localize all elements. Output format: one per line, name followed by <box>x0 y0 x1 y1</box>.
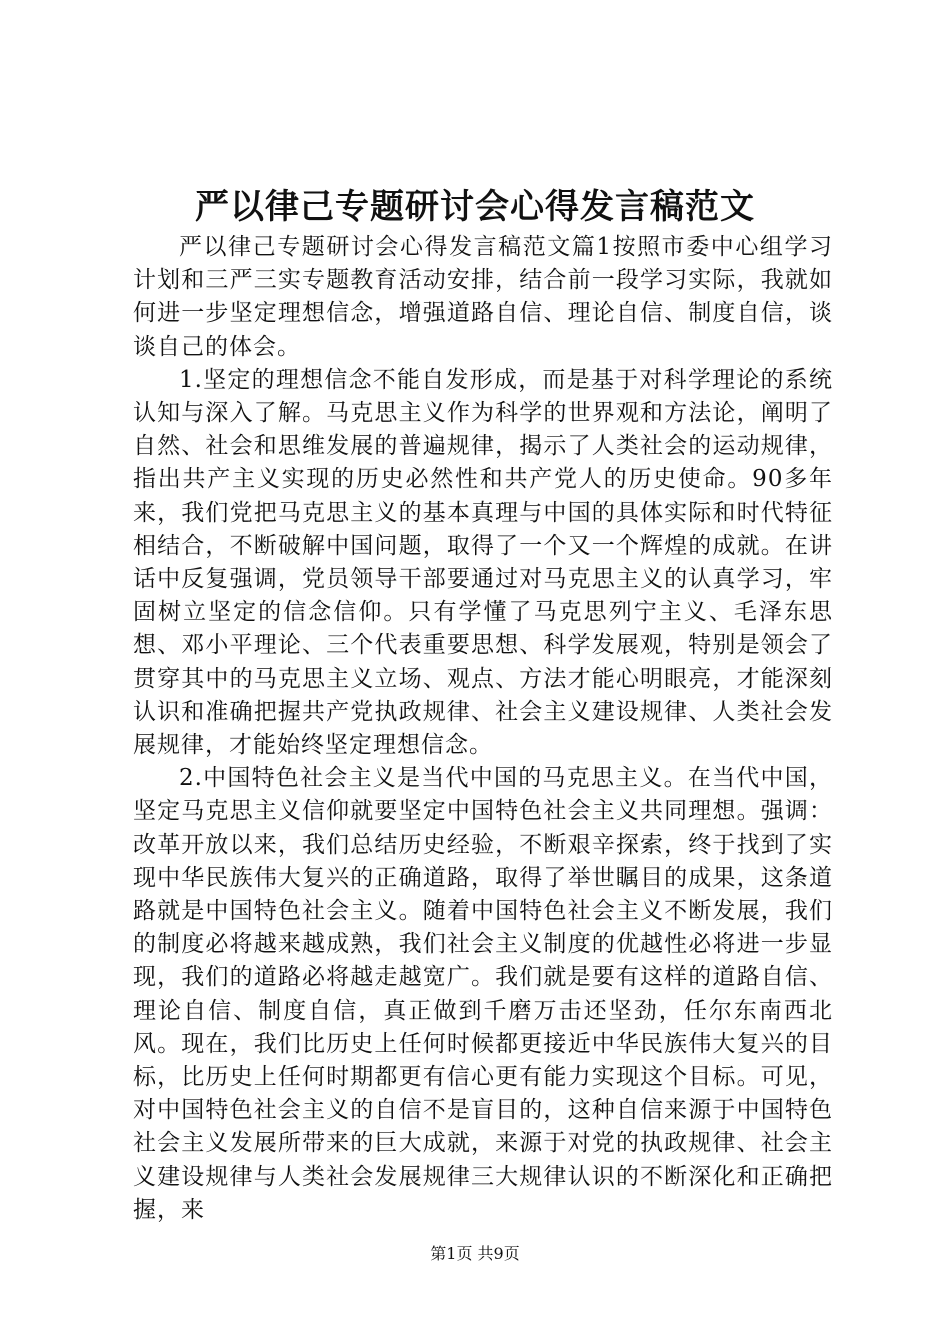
paragraph-point-2: 2.中国特色社会主义是当代中国的马克思主义。在当代中国，坚定马克思主义信仰就要坚定中国特色社会主义共同理想。强调：改革开放以来，我们总结历史经验，不断艰辛探索，终于找到了实现中华民族伟大复兴的正确道路，取得了举世瞩目的成果，这条道路就是中国特色社会主义。随着中国特色社会主义不断发展，我们的制度必将越来越成熟，我们社会主义制度的优越性必将进一步显现，我们的道路必将越走越宽广。我们就是要有这样的道路自信、理论自信、制度自信，真正做到千磨万击还坚劲，任尔东南西北风。现在，我们比历史上任何时候都更接近中华民族伟大复兴的目标，比历史上任何时期都更有信心更有能力实现这个目标。可见，对中国特色社会主义的自信不是盲目的，这种自信来源于中国特色社会主义发展所带来的巨大成就，来源于对党的执政规律、社会主义建设规律与人类社会发展规律三大规律认识的不断深化和正确把握，来 <box>133 765 833 1223</box>
document-body <box>133 231 833 1227</box>
document-title: 严以律己专题研讨会心得发言稿范文 <box>195 187 755 227</box>
page-number-footer: 第1页 共9页 <box>430 1244 520 1263</box>
paragraph-point-1: 1.坚定的理想信念不能自发形成，而是基于对科学理论的系统认知与深入了解。马克思主义作为科学的世界观和方法论，阐明了自然、社会和思维发展的普遍规律，揭示了人类社会的运动规律，指出共产主义实现的历史必然性和共产党人的历史使命。90多年来，我们党把马克思主义的基本真理与中国的具体实际和时代特征相结合，不断破解中国问题，取得了一个又一个辉煌的成就。在讲话中反复强调，党员领导干部要通过对马克思主义的认真学习，牢固树立坚定的信念信仰。只有学懂了马克思列宁主义、毛泽东思想、邓小平理论、三个代表重要思想、科学发展观，特别是领会了贯穿其中的马克思主义立场、观点、方法才能心明眼亮，才能深刻认识和准确把握共产党执政规律、社会主义建设规律、人类社会发展规律，才能始终坚定理想信念。 <box>133 366 833 759</box>
paragraph-intro: 严以律己专题研讨会心得发言稿范文篇1按照市委中心组学习计划和三严三实专题教育活动安排，结合前一段学习实际，我就如何进一步坚定理想信念，增强道路自信、理论自信、制度自信，谈谈自己的体会。 <box>133 234 833 360</box>
